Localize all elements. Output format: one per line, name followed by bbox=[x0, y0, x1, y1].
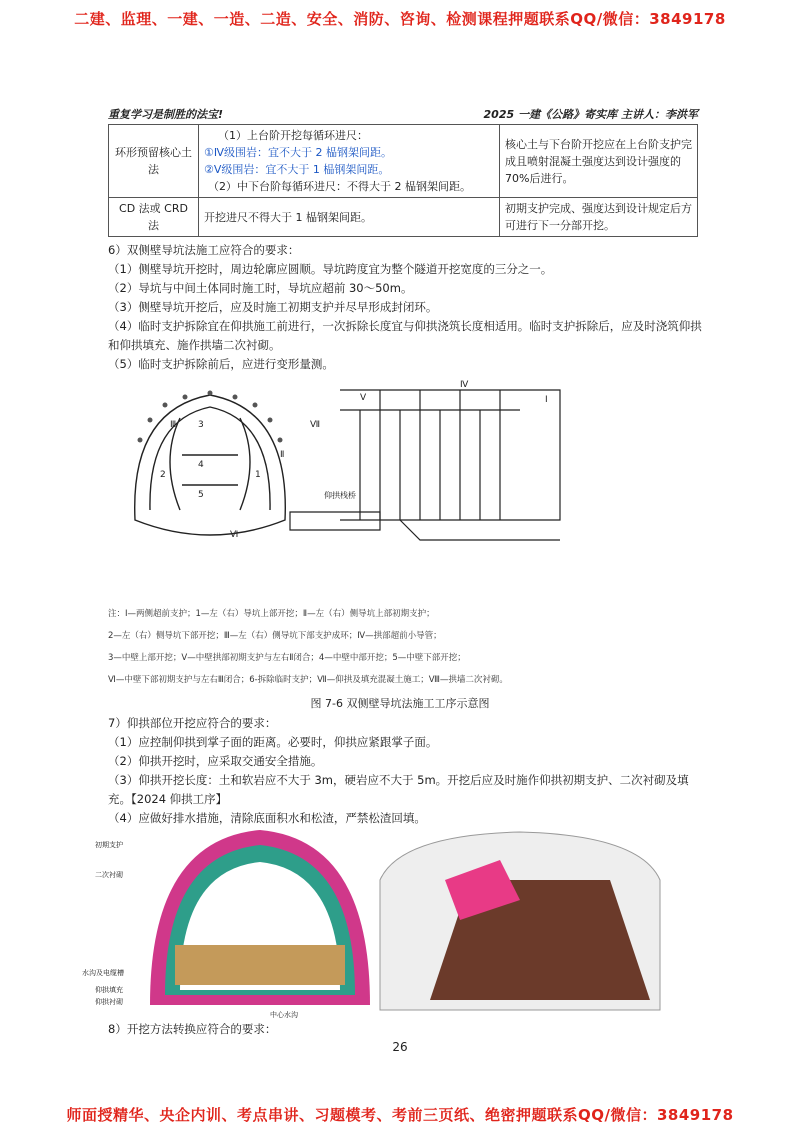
diagram-label: 中心水沟 bbox=[270, 1011, 298, 1019]
step-label: 2 bbox=[160, 470, 166, 480]
step-label: 5 bbox=[198, 490, 204, 500]
diagram-label: 二次衬砌 bbox=[95, 871, 123, 879]
list-item: （1）侧壁导坑开挖时，周边轮廓应圆顺。导坑跨度宜为整个隧道开挖宽度的三分之一。 bbox=[108, 262, 553, 276]
diagram-label: 初期支护 bbox=[95, 841, 123, 849]
running-head-right: 2025 一建《公路》寄实库 主讲人：李洪军 bbox=[483, 108, 698, 121]
figure-notes: 注：Ⅰ—两侧超前支护；1—左（右）导坑上部开挖；Ⅱ—左（右）侧导坑上部初期支护； 2—左（右）侧导坑下部开挖；Ⅲ—左（右）侧导坑下部支护成环；Ⅳ—拱部超前小导管； 3—中壁上部开挖；Ⅴ—中壁拱部初期支护与左右Ⅱ闭合；4—中壁中部开挖；5—中壁下部开挖； Ⅵ—中壁下部初期支护与左右Ⅲ闭合；6-拆除临时支护；Ⅶ—仰拱及填充混凝土施工；Ⅷ—拱墙二次衬砌。 bbox=[108, 609, 508, 685]
step-label: 3 bbox=[198, 420, 204, 430]
invert-trestle-label: 仰拱栈桥 bbox=[324, 491, 356, 500]
requirement-cell: 开挖进尺不得大于 1 榀钢架间距。 bbox=[199, 198, 500, 237]
list-item: （3）仰拱开挖长度：土和软岩应不大于 3m，硬岩应不大于 5m。开挖后应及时施作仰拱初期支护、二次衬砌及填充。【2024 仰拱工序】 bbox=[108, 773, 689, 806]
method-cell: 环形预留核心土法 bbox=[109, 125, 199, 198]
step-label: 4 bbox=[198, 460, 204, 470]
roman-label: Ⅶ bbox=[310, 420, 321, 430]
section-8-title: 8）开挖方法转换应符合的要求： bbox=[108, 1022, 277, 1036]
roman-label: Ⅳ bbox=[460, 380, 469, 390]
running-head-left: 重复学习是制胜的法宝! bbox=[108, 108, 224, 121]
top-promo-banner: 二建、监理、一建、一造、二造、安全、消防、咨询、检测课程押题联系QQ/微信：3849178 bbox=[74, 10, 726, 28]
roman-label: Ⅴ bbox=[360, 393, 367, 403]
roman-label: Ⅲ bbox=[170, 420, 177, 430]
bottom-promo-banner: 师面授精华、央企内训、考点串讲、习题模考、考前三页纸、绝密押题联系QQ/微信：3849178 bbox=[66, 1106, 734, 1124]
note-cell: 核心土与下台阶开挖应在上台阶支护完成且喷射混凝土强度达到设计强度的 70%后进行。 bbox=[500, 125, 698, 198]
list-item: （2）导坑与中间土体同时施工时，导坑应超前 30～50m。 bbox=[108, 281, 413, 295]
list-item: （2）仰拱开挖时，应采取交通安全措施。 bbox=[108, 754, 323, 768]
section-7-title: 7）仰拱部位开挖应符合的要求： bbox=[108, 716, 277, 730]
note-cell: 初期支护完成、强度达到设计规定后方可进行下一分部开挖。 bbox=[500, 198, 698, 237]
figure-caption: 图 7-6 双侧壁导坑法施工工序示意图 bbox=[310, 697, 490, 710]
diagram-label: 水沟及电缆槽 bbox=[82, 969, 124, 977]
list-item: （5）临时支护拆除前后，应进行变形量测。 bbox=[108, 357, 334, 371]
requirement-cell: （1）上台阶开挖每循环进尺： ①Ⅳ级围岩：宜不大于 2 榀钢架间距。 ②Ⅴ级围岩：宜不大于 1 榀钢架间距。 （2）中下台阶每循环进尺：不得大于 2 榀钢架间距。 bbox=[199, 125, 500, 198]
section-6-title: 6）双侧壁导坑法施工应符合的要求： bbox=[108, 243, 300, 257]
list-item: （4）临时支护拆除宜在仰拱施工前进行，一次拆除长度宜与仰拱浇筑长度相适用。临时支护拆除后，应及时浇筑仰拱和仰拱填充、施作拱墙二次衬砌。 bbox=[108, 319, 702, 352]
method-cell: CD 法或 CRD 法 bbox=[109, 198, 199, 237]
roman-label: Ⅰ bbox=[545, 395, 548, 405]
step-label: 1 bbox=[255, 470, 261, 480]
diagram-label: 仰拱填充 bbox=[95, 986, 123, 994]
roman-label: Ⅵ bbox=[230, 530, 239, 540]
page-number: 26 bbox=[392, 1040, 408, 1054]
list-item: （1）应控制仰拱到掌子面的距离。必要时，仰拱应紧跟掌子面。 bbox=[108, 735, 438, 749]
list-item: （3）侧壁导坑开挖后，应及时施工初期支护并尽早形成封闭环。 bbox=[108, 300, 438, 314]
diagram-label: 仰拱衬砌 bbox=[95, 998, 123, 1006]
list-item: （4）应做好排水措施，清除底面积水和松渣，严禁松渣回填。 bbox=[108, 811, 426, 825]
roman-label: Ⅱ bbox=[280, 450, 285, 460]
